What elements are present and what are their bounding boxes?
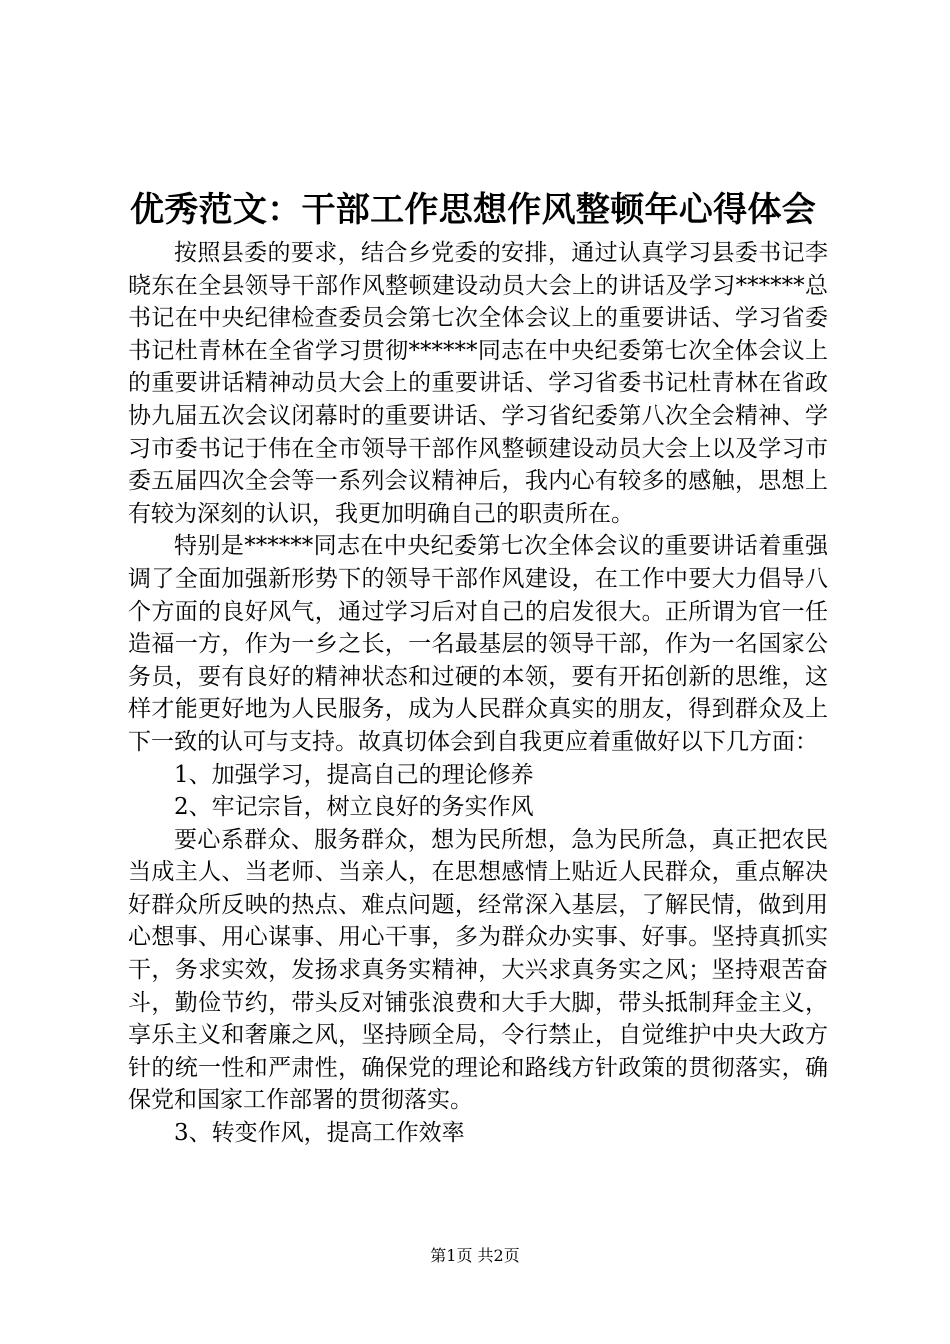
paragraph-reflection: 特别是******同志在中央纪委第七次全体会议的重要讲话着重强调了全面加强新形势下的领导干部作风建设，在工作中要大力倡导八个方面的良好风气，通过学习后对自己的启发很大。正所谓为官一任造福一方，作为一乡之长，一名最基层的领导干部，作为一名国家公务员，要有良好的精神状态和过硬的本领，要有开拓创新的思维，这样才能更好地为人民服务，成为人民群众真实的朋友，得到群众及上下一致的认可与支持。故真切体会到自我更应着重做好以下几方面：: [128, 533, 828, 755]
heading-point-1: 1、加强学习，提高自己的理论修养: [174, 761, 534, 788]
heading-point-3: 3、转变作风，提高工作效率: [174, 1120, 465, 1147]
paragraph-point-2: 要心系群众、服务群众，想为民所想，急为民所急，真正把农民当成主人、当老师、当亲人，在思想感情上贴近人民群众，重点解决好群众所反映的热点、难点问题，经常深入基层，了解民情，做到用心想事、用心谋事、用心干事，多为群众办实事、好事。坚持真抓实干，务求实效，发扬求真务实精神，大兴求真务实之风；坚持艰苦奋斗，勤俭节约，带头反对铺张浪费和大手大脚，带头抵制拜金主义，享乐主义和奢廉之风，坚持顾全局，令行禁止，自觉维护中央大政方针的统一性和严肃性，确保党的理论和路线方针政策的贯彻落实，确保党和国家工作部署的贯彻落实。: [128, 826, 828, 1114]
document-title: 优秀范文：干部工作思想作风整顿年心得体会: [130, 190, 816, 230]
paragraph-intro: 按照县委的要求，结合乡党委的安排，通过认真学习县委书记李晓东在全县领导干部作风整顿建设动员大会上的讲话及学习******总书记在中央纪律检查委员会第七次全体会议上的重要讲话、学习省委书记杜青林在全省学习贯彻******同志在中央纪委第七次全体会议上的重要讲话精神动员大会上的重要讲话、学习省委书记杜青林在省政协九届五次会议闭幕时的重要讲话、学习省纪委第八次全会精神、学习市委书记于伟在全市领导干部作风整顿建设动员大会上以及学习市委五届四次全会等一系列会议精神后，我内心有较多的感触，思想上有较为深刻的认识，我更加明确自己的职责所在。: [128, 240, 828, 527]
page-footer: 第1页 共2页: [430, 1246, 520, 1265]
document-body: [128, 237, 828, 1150]
heading-point-2: 2、牢记宗旨，树立良好的务实作风: [174, 794, 534, 821]
